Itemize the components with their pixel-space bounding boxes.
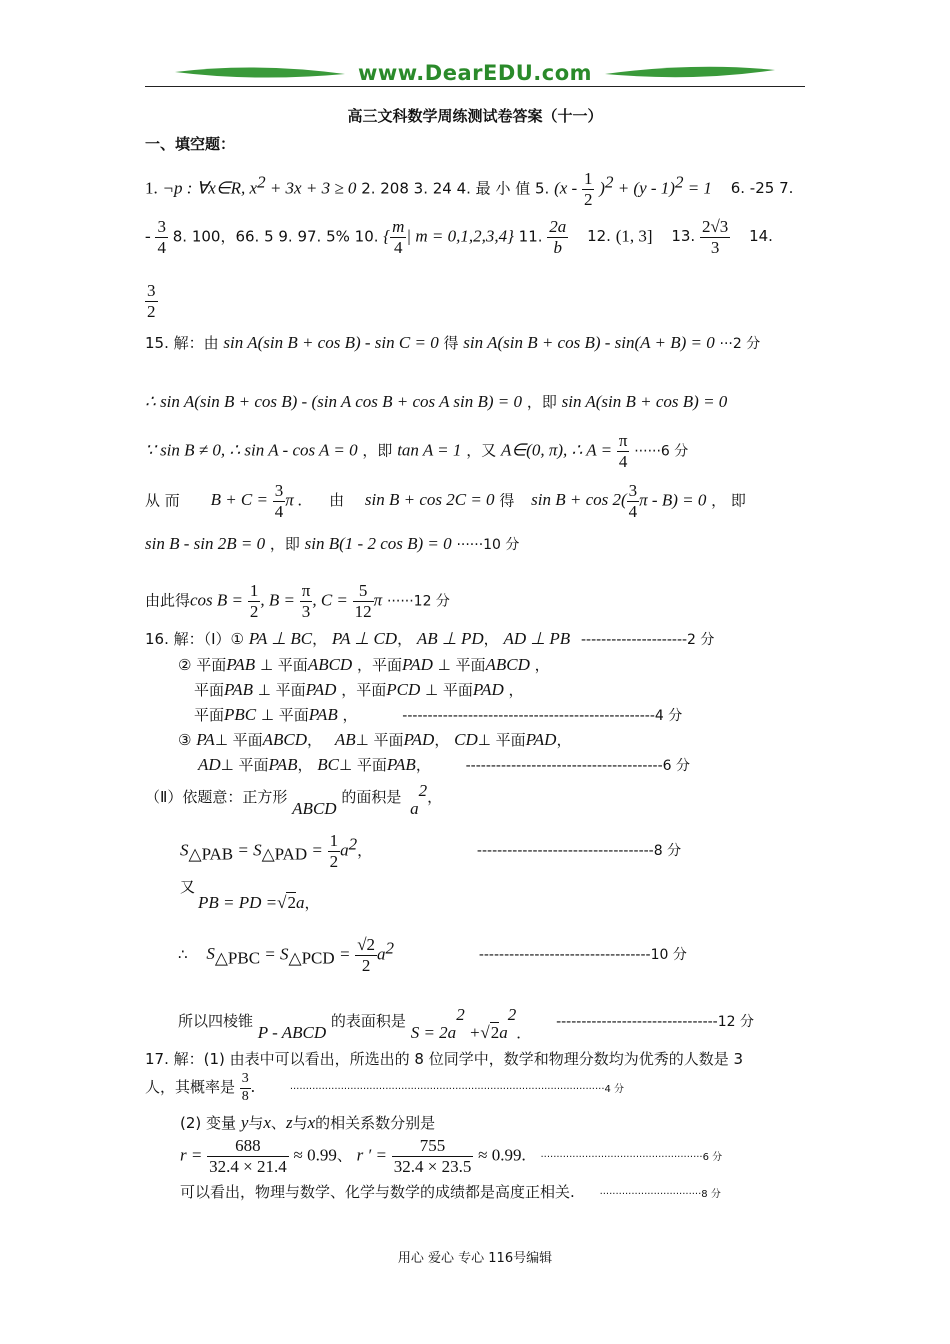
p16-line-1: 16. 解：（Ⅰ）① PA ⊥ BC， PA ⊥ CD， AB ⊥ PD， AD ⊥ PB ---------------------2 分	[145, 629, 715, 648]
header-divider	[145, 86, 805, 87]
p16-line-3: 平面PAB ⊥ 平面PAD ，平面PCD ⊥ 平面PAD ，	[194, 680, 524, 699]
p16-line-7: （Ⅱ）依题意：正方形 ABCD 的面积是 $a^2$，	[145, 781, 443, 818]
p17-line-3: (2) 变量 y与x、z与x的相关系数分别是	[180, 1113, 436, 1132]
p15-line-6: 由此得cos B = $\frac{1}{2}$ , B = $\frac{\pi}{3}$ , C = $\frac{5}{12}$ π ······12 分	[145, 581, 450, 621]
p16-line-12: 所以四棱锥 P - ABCD 的表面积是 $S = 2a^2 +√2a^2$． --------------------------------12 分	[178, 1005, 754, 1042]
p16-line-8: $S_{\triangle PAB} = S_{\triangle PAD}$ = $\frac{1}{2}$ $a^2$， -----------------------------------8 分	[180, 831, 682, 871]
p16-line-2: ② 平面PAB ⊥ 平面ABCD ，平面PAD ⊥ 平面ABCD ，	[178, 655, 550, 674]
p15-line-4: 从 而 B + C = $\frac{3}{4}$ π . 由 sin B + cos 2C = 0 得 sin B + cos 2( $\frac{3}{4}$ π - B) = 0 ， 即	[145, 481, 746, 521]
p17-line-2: 人，其概率是 $\frac{3}{8}$ . ···································································································4 分	[145, 1071, 625, 1104]
site-logo[interactable]: www.DearEDU.com	[357, 61, 593, 85]
page-title: 高三文科数学周练测试卷答案（十一）	[347, 107, 603, 125]
p16-line-4: 平面PBC ⊥ 平面PAB ， --------------------------------------------------4 分	[194, 705, 683, 724]
p16-line-6: AD⊥ 平面PAB， BC⊥ 平面PAB， ---------------------------------------6 分	[198, 755, 691, 774]
p15-line-5: sin B - sin 2B = 0 ，即 sin B(1 - 2 cos B) = 0 ······10 分	[145, 534, 520, 553]
p16-line-5: ③ PA⊥ 平面ABCD， AB⊥ 平面PAD， CD⊥ 平面PAD，	[178, 730, 572, 749]
p16-line-9: 又	[180, 878, 196, 896]
fill-line-3: $\frac{3}{2}$	[147, 281, 156, 321]
section-heading: 一、填空题：	[145, 135, 236, 153]
p15-line-1: 15. 解：由 sin A(sin B + cos B) - sin C = 0 得 sin A(sin B + cos B) - sin(A + B) = 0 ···2 分	[145, 333, 761, 352]
p16-line-11: ∴ $S_{\triangle PBC} = S_{\triangle PCD}$ = $\frac{√2}{2}$ $a^2$ ----------------------------------10 分	[178, 935, 687, 975]
left-swoosh	[175, 67, 345, 77]
p16-line-10: PB = PD =√2a，	[198, 893, 320, 912]
p17-line-1: 17. 解：(1) 由表中可以看出，所选出的 8 位同学中，数学和物理分数均为优秀的人数是 3	[145, 1050, 744, 1068]
right-swoosh	[605, 67, 775, 77]
p15-line-3: ∵ sin B ≠ 0, ∴ sin A - cos A = 0 ，即 tan A = 1 ，又 A∈(0, π), ∴ A = $\frac{\pi}{4}$ ······6 分	[145, 431, 689, 471]
page-footer: 用心 爱心 专心 116号编辑	[397, 1251, 553, 1266]
fill-line-1: 1. ¬p : ∀x∈R, $x^2 + 3x + 3 \ge 0$ 2. 208 3. 24 4. 最 小 值 5. (x - $\frac{1}{2}$ )$^2$ + (y - 1)$^2$ = 1 6. -25 7.	[145, 169, 794, 209]
fill-line-2: - $\frac{3}{4}$ 8. 100，66. 5 9. 97. 5% 10. { $\frac{m}{4}$ | m = 0,1,2,3,4} 11. $\frac{2a}{b}$ 12. (1, 3] 13. $\frac{2√3}{3}$ 14.	[145, 217, 773, 257]
p15-line-2: ∴ sin A(sin B + cos B) - (sin A cos B + cos A sin B) = 0 ，即 sin A(sin B + cos B) = 0	[145, 392, 728, 411]
p17-line-5: 可以看出，物理与数学、化学与数学的成绩都是高度正相关. ································8 分	[180, 1183, 721, 1201]
p17-line-4: r = $\frac{688}{32.4 \times 21.4}$ ≈ 0.99、 r ′ = $\frac{755}{32.4 \times 23.5}$ ≈ 0.99. ···················································6 分	[180, 1136, 723, 1176]
